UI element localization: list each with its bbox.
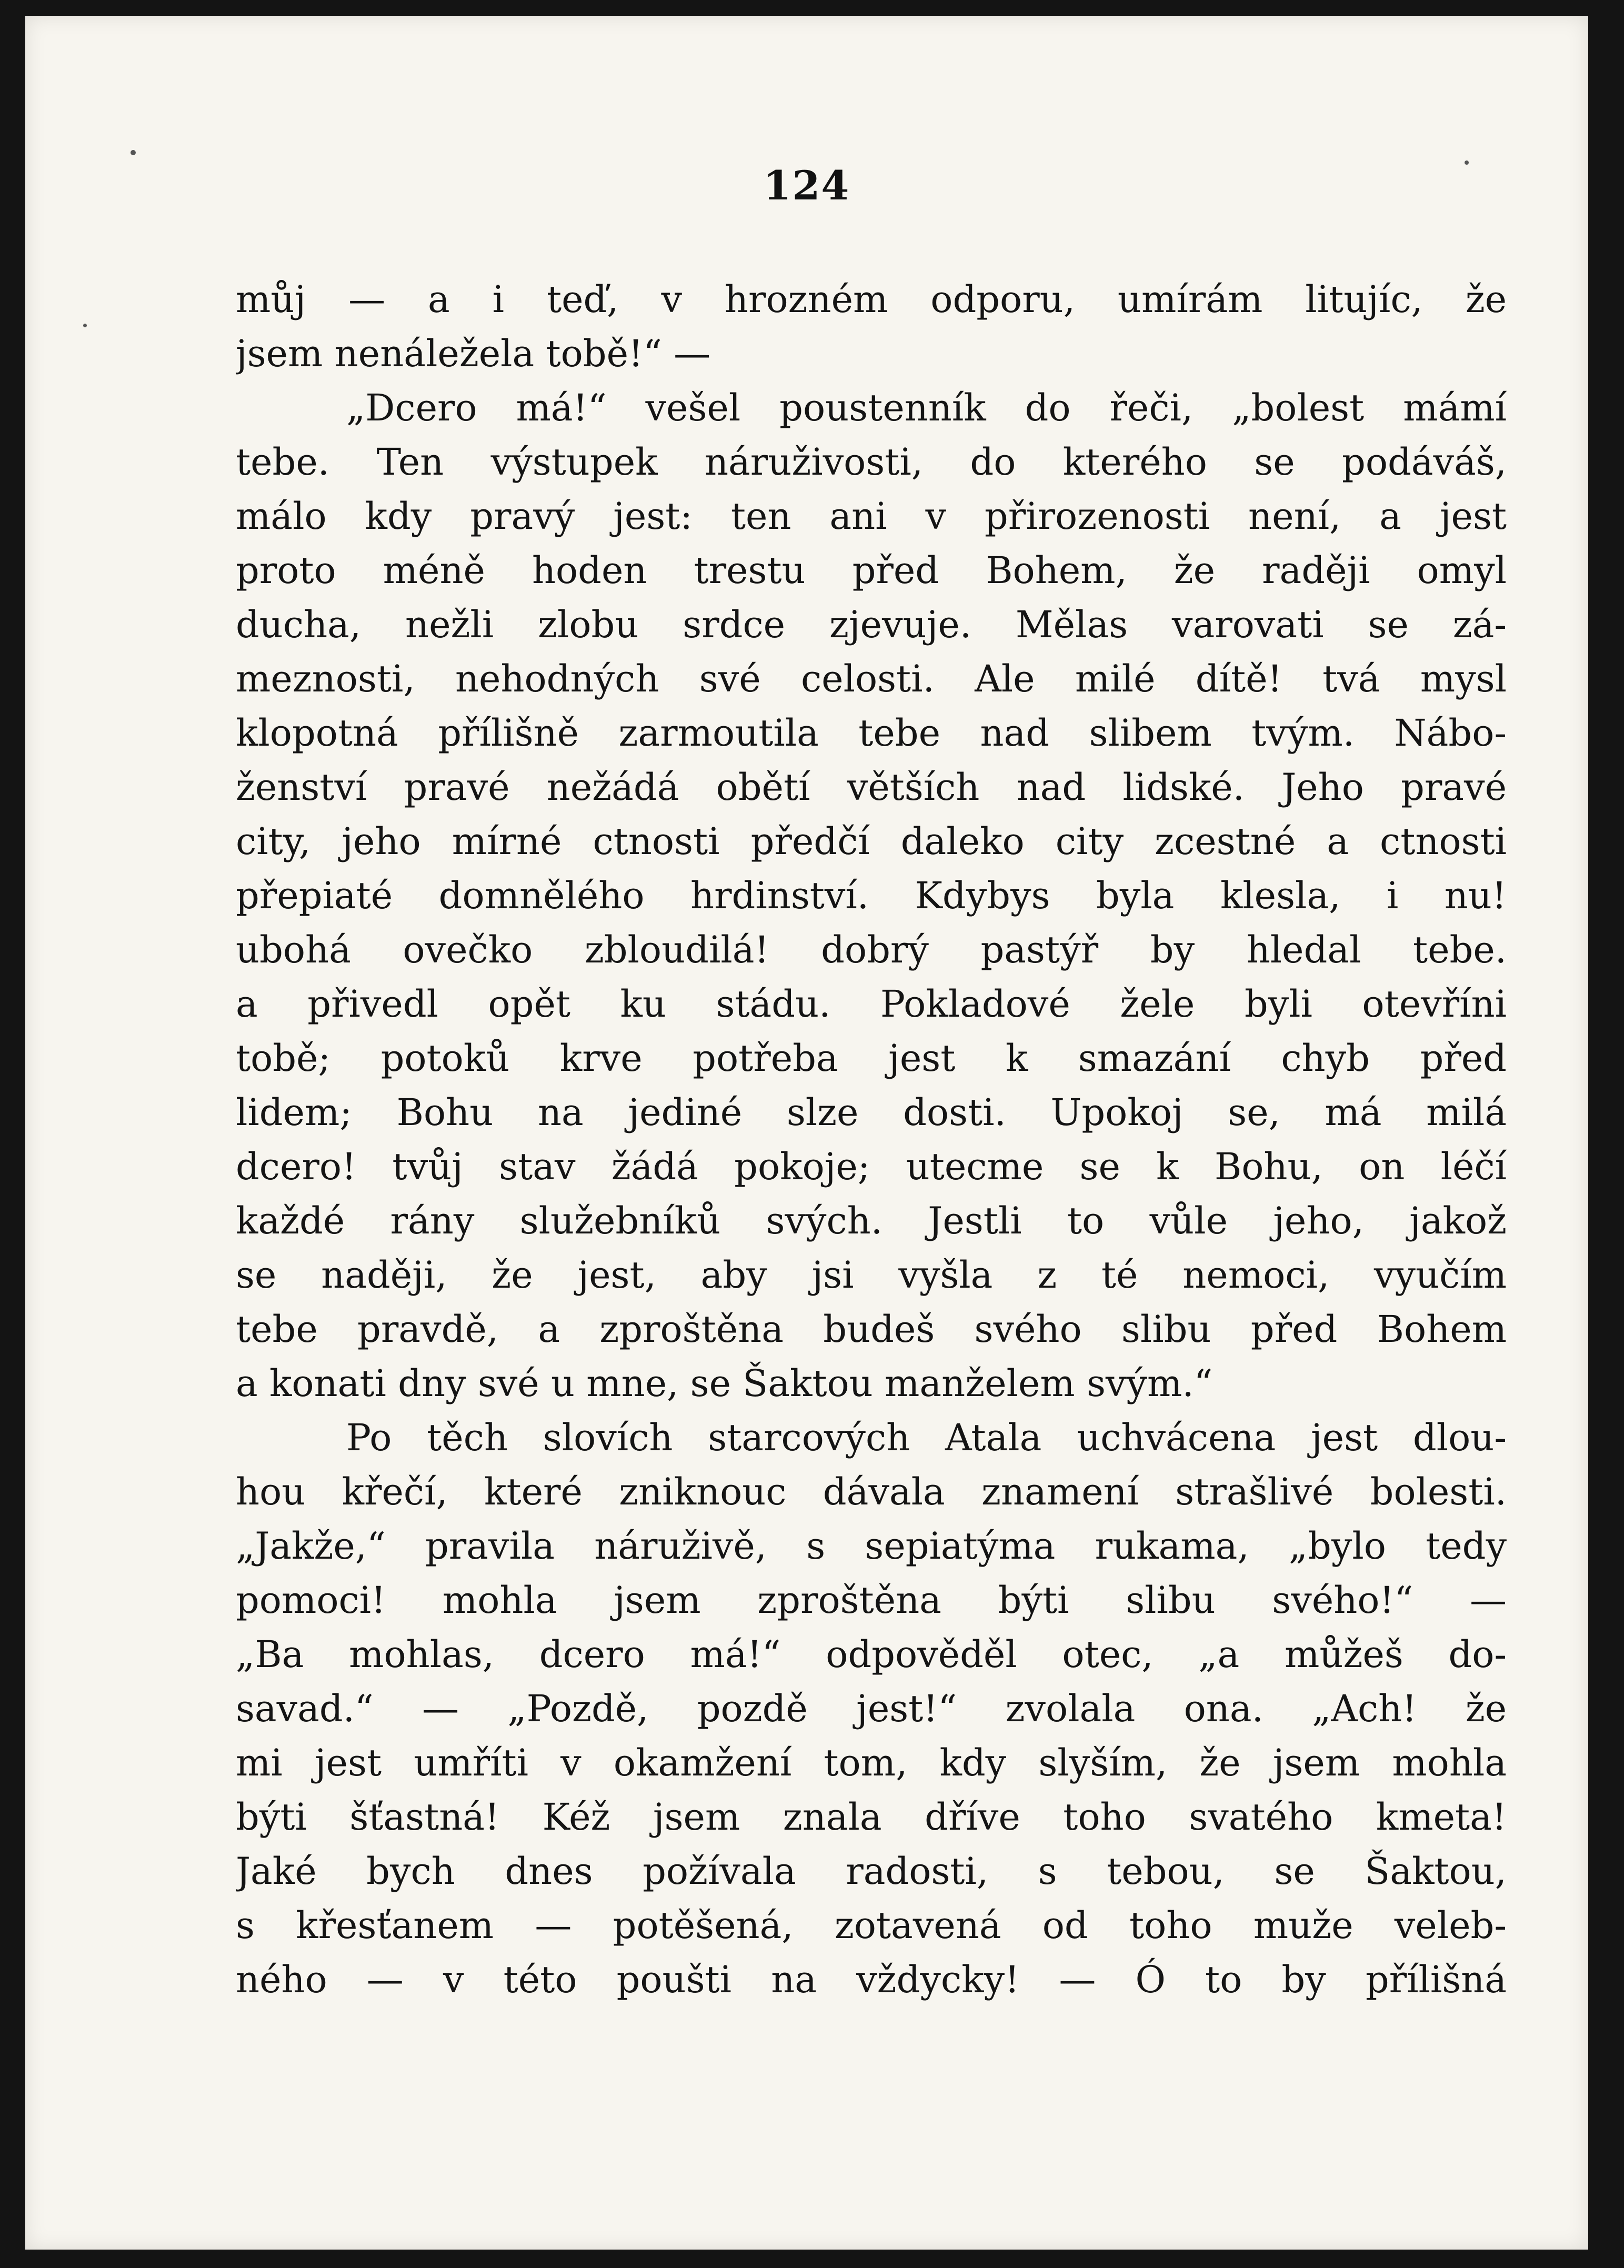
text-line: klopotná přílišně zarmoutila tebe nad slibem tvým. Nábo- (236, 711, 1507, 755)
text-line: savad.“ — „Pozdě, pozdě jest!“ zvolala ona. „Ach! že (236, 1687, 1507, 1730)
text-line: tebe. Ten výstupek náruživosti, do kterého se podáváš, (236, 440, 1507, 484)
text-line: ného — v této poušti na vždycky! — Ó to by přílišná (236, 1958, 1507, 2001)
text-line: Jaké bych dnes požívala radosti, s tebou, se Šaktou, (236, 1850, 1507, 1893)
text-line: „Dcero má!“ vešel poustenník do řeči, „bolest mámí (346, 386, 1507, 429)
text-line: přepiaté domnělého hrdinství. Kdybys byla klesla, i nu! (236, 874, 1507, 917)
text-line: ženství pravé nežádá obětí větších nad lidské. Jeho pravé (236, 766, 1507, 809)
body-text (236, 273, 1507, 2007)
text-line: meznosti, nehodných své celosti. Ale milé dítě! tvá mysl (236, 657, 1507, 700)
text-line: se naději, že jest, aby jsi vyšla z té nemoci, vyučím (236, 1253, 1507, 1297)
text-line: mi jest umříti v okamžení tom, kdy slyším, že jsem mohla (236, 1741, 1507, 1784)
text-line: býti šťastná! Kéž jsem znala dříve toho svatého kmeta! (236, 1795, 1507, 1839)
page-number: 124 (763, 162, 850, 209)
text-line: „Ba mohlas, dcero má!“ odpověděl otec, „a můžeš do- (236, 1633, 1507, 1676)
paper-speck (83, 324, 87, 327)
text-line: jsem nenáležela tobě!“ — (236, 332, 711, 375)
text-line: pomoci! mohla jsem zproštěna býti slibu svého!“ — (236, 1579, 1507, 1622)
text-line: hou křečí, které zniknouc dávala znamení strašlivé bolesti. (236, 1470, 1507, 1513)
text-line: tobě; potoků krve potřeba jest k smazání chyb před (236, 1037, 1507, 1080)
text-line: city, jeho mírné ctnosti předčí daleko city zcestné a ctnosti (236, 820, 1507, 863)
text-line: dcero! tvůj stav žádá pokoje; utecme se k Bohu, on léčí (236, 1145, 1507, 1188)
text-line: a přivedl opět ku stádu. Pokladové žele byli otevříni (236, 982, 1507, 1026)
book-page (25, 16, 1588, 2250)
text-line: s křesťanem — potěšená, zotavená od toho muže veleb- (236, 1904, 1507, 1947)
text-line: „Jakže,“ pravila náruživě, s sepiatýma rukama, „bylo tedy (236, 1524, 1507, 1568)
text-line: ubohá ovečko zbloudilá! dobrý pastýř by hledal tebe. (236, 928, 1507, 971)
text-line: ducha, nežli zlobu srdce zjevuje. Mělas varovati se zá- (236, 603, 1507, 646)
paper-speck (1465, 160, 1469, 165)
paper-speck (131, 150, 136, 155)
text-line: můj — a i teď, v hrozném odporu, umírám litujíc, že (236, 278, 1507, 321)
text-line: lidem; Bohu na jediné slze dosti. Upokoj se, má milá (236, 1091, 1507, 1134)
text-line: každé rány služebníků svých. Jestli to vůle jeho, jakož (236, 1199, 1507, 1242)
text-line: proto méně hoden trestu před Bohem, že raději omyl (236, 549, 1507, 592)
text-line: tebe pravdě, a zproštěna budeš svého slibu před Bohem (236, 1308, 1507, 1351)
text-line: málo kdy pravý jest: ten ani v přirozenosti není, a jest (236, 495, 1507, 538)
text-line: Po těch slovích starcových Atala uchvácena jest dlou- (346, 1416, 1507, 1459)
text-line: a konati dny své u mne, se Šaktou manželem svým.“ (236, 1362, 1213, 1405)
